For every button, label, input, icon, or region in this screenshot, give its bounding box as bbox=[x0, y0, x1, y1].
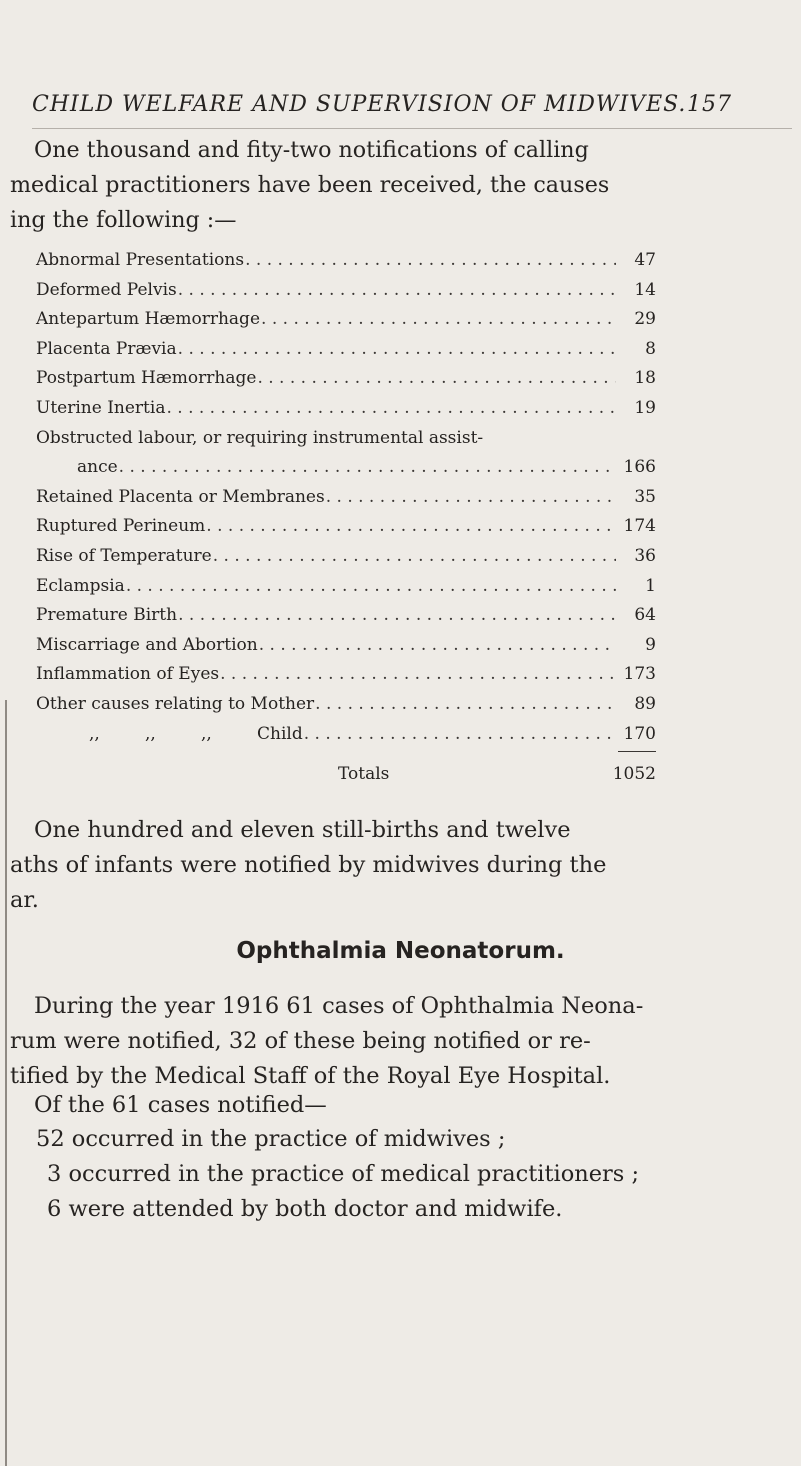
cause-label: Retained Placenta or Membranes bbox=[36, 486, 325, 507]
cause-label: Placenta Prævia bbox=[36, 338, 177, 359]
cause-count: 64 bbox=[634, 605, 656, 626]
cause-label: Rise of Temperature bbox=[36, 545, 212, 566]
ophthalmia-paragraph bbox=[10, 989, 795, 1094]
cause-label: Obstructed labour, or requiring instrumental assist- bbox=[36, 427, 484, 448]
cause-count: 174 bbox=[623, 516, 656, 537]
totals-row bbox=[36, 760, 656, 790]
cause-count: 29 bbox=[634, 309, 656, 330]
totals-value: 1052 bbox=[612, 764, 656, 785]
page-number: 157 bbox=[687, 92, 732, 117]
dot-leader bbox=[244, 246, 616, 276]
stillbirths-line: aths of infants were notified by midwives during the bbox=[10, 852, 607, 878]
cause-label: Antepartum Hæmorrhage bbox=[36, 309, 261, 330]
dot-leader bbox=[177, 335, 616, 365]
cause-label: Other causes relating to Mother bbox=[36, 693, 315, 714]
totals-label: Totals bbox=[338, 764, 390, 785]
cause-label: Deformed Pelvis bbox=[36, 279, 177, 300]
dot-leader bbox=[303, 720, 616, 750]
intro-line: One thousand and fity-two notifications of calling bbox=[34, 137, 589, 163]
running-head bbox=[32, 92, 732, 117]
dot-leader bbox=[118, 453, 616, 483]
cause-count: 8 bbox=[645, 338, 656, 359]
ophthalmia-line: During the year 1916 61 cases of Ophthalmia Neona- bbox=[34, 993, 644, 1019]
cause-count: 173 bbox=[623, 664, 656, 685]
cause-count: 14 bbox=[634, 279, 656, 300]
dot-leader bbox=[314, 690, 616, 720]
table-row bbox=[36, 572, 656, 602]
cause-label-ditto bbox=[36, 720, 303, 750]
cause-label: Postpartum Hæmorrhage bbox=[36, 368, 257, 389]
cause-count: 9 bbox=[645, 634, 656, 655]
header-rule bbox=[32, 128, 792, 129]
cause-label: Premature Birth bbox=[36, 605, 178, 626]
cause-label: Eclampsia bbox=[36, 575, 125, 596]
ditto-mark: ,, bbox=[89, 723, 100, 744]
table-row bbox=[36, 453, 656, 483]
intro-paragraph bbox=[10, 133, 795, 238]
intro-line: medical practitioners have been received, the causes bbox=[10, 172, 610, 198]
intro-line: ing the following :— bbox=[10, 207, 237, 233]
list-item: 52 occurred in the practice of midwives ; bbox=[36, 1126, 506, 1152]
cause-label: Abnormal Presentations bbox=[36, 250, 245, 270]
ophthalmia-line: tified by the Medical Staff of the Royal Eye Hospital. bbox=[10, 1063, 611, 1089]
table-row bbox=[36, 512, 656, 542]
dot-leader bbox=[125, 572, 616, 602]
table-row bbox=[36, 246, 656, 276]
total-rule bbox=[618, 751, 656, 752]
cause-count: 89 bbox=[634, 693, 656, 714]
cause-count: 35 bbox=[634, 486, 656, 507]
table-row bbox=[36, 720, 656, 750]
cause-count: 18 bbox=[634, 368, 656, 389]
stillbirths-line: ar. bbox=[10, 887, 39, 913]
cause-label: Ruptured Perineum bbox=[36, 516, 206, 537]
table-row bbox=[36, 424, 656, 454]
cause-count: 47 bbox=[634, 250, 656, 270]
table-row bbox=[36, 601, 656, 631]
dot-leader bbox=[205, 512, 616, 542]
cause-count: 19 bbox=[634, 397, 656, 418]
stillbirths-paragraph bbox=[10, 813, 795, 918]
table-row bbox=[36, 631, 656, 661]
cause-label: ance bbox=[77, 457, 118, 478]
dot-leader bbox=[256, 364, 616, 394]
stillbirths-line: One hundred and eleven still-births and twelve bbox=[34, 817, 571, 843]
ditto-mark: ,, bbox=[201, 723, 212, 744]
table-row bbox=[36, 305, 656, 335]
table-row bbox=[36, 335, 656, 365]
dot-leader bbox=[177, 601, 616, 631]
table-row bbox=[36, 542, 656, 572]
causes-table bbox=[36, 246, 656, 790]
dot-leader bbox=[165, 394, 616, 424]
list-item: 6 were attended by both doctor and midwife. bbox=[47, 1196, 563, 1222]
table-row bbox=[36, 690, 656, 720]
ophthalmia-line: rum were notified, 32 of these being notified or re- bbox=[10, 1028, 591, 1054]
cause-count: 1 bbox=[645, 575, 656, 596]
cause-label: Inflammation of Eyes bbox=[36, 664, 220, 685]
dot-leader bbox=[258, 631, 616, 661]
table-row bbox=[36, 483, 656, 513]
dot-leader bbox=[325, 483, 616, 513]
cause-count: 166 bbox=[623, 457, 656, 478]
dot-leader bbox=[260, 305, 616, 335]
cause-label: Child bbox=[257, 723, 303, 744]
cases-list bbox=[36, 1122, 639, 1227]
cases-intro-line: Of the 61 cases notified— bbox=[34, 1092, 327, 1118]
table-row bbox=[36, 660, 656, 690]
dot-leader bbox=[212, 542, 616, 572]
ditto-mark: ,, bbox=[145, 723, 156, 744]
section-heading: Ophthalmia Neonatorum. bbox=[236, 938, 565, 964]
running-title: CHILD WELFARE AND SUPERVISION OF MIDWIVES. bbox=[32, 92, 687, 117]
dot-leader bbox=[177, 276, 616, 306]
cases-intro bbox=[10, 1088, 795, 1123]
scan-edge bbox=[5, 700, 7, 1466]
table-row bbox=[36, 276, 656, 306]
table-row bbox=[36, 364, 656, 394]
list-item: 3 occurred in the practice of medical practitioners ; bbox=[47, 1161, 640, 1187]
dot-leader bbox=[219, 660, 616, 690]
table-row bbox=[36, 394, 656, 424]
cause-label: Uterine Inertia bbox=[36, 397, 166, 418]
cause-count: 36 bbox=[634, 545, 656, 566]
cause-label: Miscarriage and Abortion bbox=[36, 634, 258, 655]
cause-count: 170 bbox=[623, 723, 656, 744]
